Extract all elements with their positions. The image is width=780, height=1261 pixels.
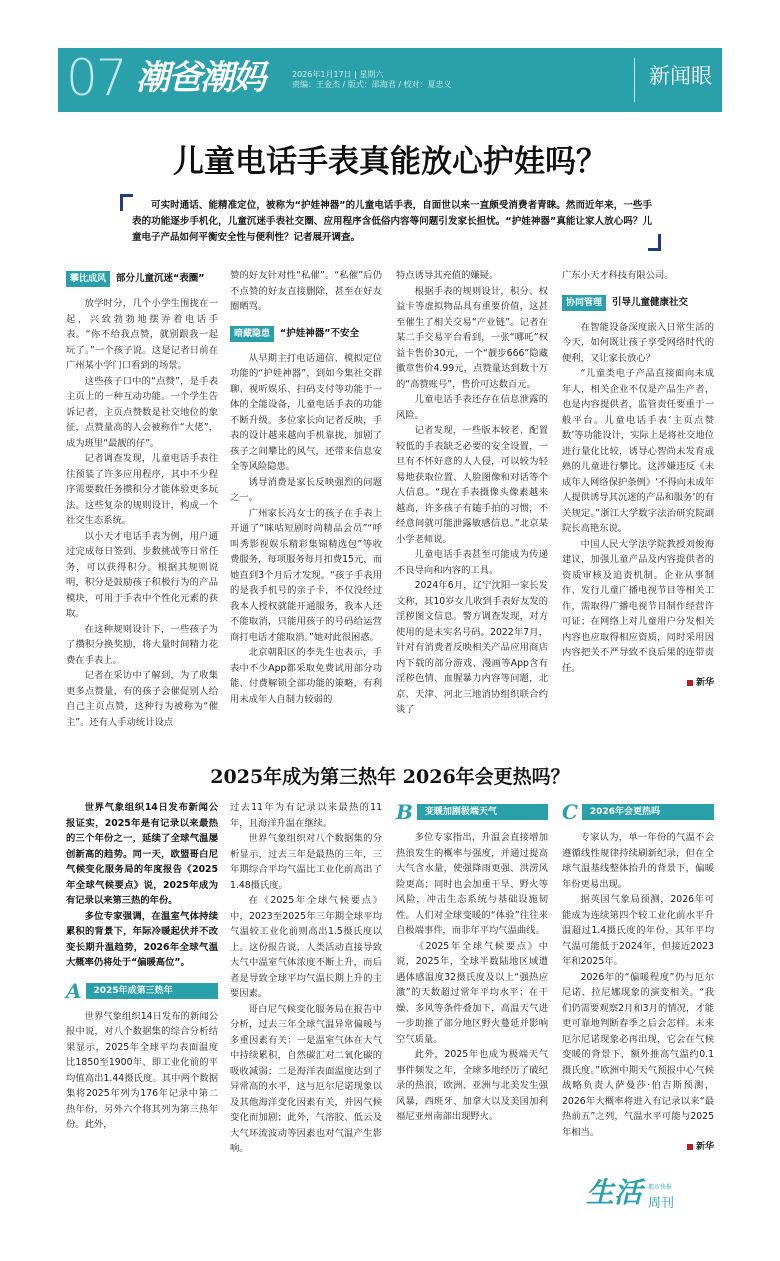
paragraph: 从早期主打电话通信、模拟定位功能的“护娃神器”，到如今集社交群聊、视听娱乐、扫码支付等功能于一体的全能设备，儿童电话手表的功能不断升级。多位家长向记者反映，手表的设计越来越向手机靠拢，加剧了孩子之间攀比的风气，还带来信息安全等风险隐患。 xyxy=(230,352,382,472)
source-square-icon xyxy=(687,1144,693,1150)
paragraph: 世界气象组织对八个数据集的分析显示，过去三年是最热的三年，三年期综合平均气温比工业化前高出了1.48摄氏度。 xyxy=(230,833,382,891)
article2-column-3 xyxy=(396,800,548,1125)
header-divider xyxy=(634,58,635,102)
paragraph: 2026年的“偏暖程度”仍与厄尔尼诺、拉尼娜现象的演变相关。“我们仍需要观察2月和3月的情况，才能更可靠地判断春季之后会怎样。未来厄尔尼诺现象必再出现，它会在气候变暖的背景下，额外推高气温约0.1摄氏度。”欧洲中期天气预报中心气候战略负责人萨曼莎·伯吉斯预测，2026年大概率将进入有记录以来“最热前五”之列，气温水平可能与2025年相当。 xyxy=(562,971,714,1138)
section-letter: B xyxy=(396,800,413,824)
section-header-a xyxy=(66,978,218,1003)
section-kicker: 攀比成风 xyxy=(66,271,110,287)
newspaper-page xyxy=(58,48,722,1218)
article2-column-2 xyxy=(230,800,382,1157)
section-title: 变暖加剧极端天气 xyxy=(417,804,548,820)
section-header-c xyxy=(562,802,714,822)
source-label: 新华 xyxy=(695,1142,714,1152)
article1-column-2 xyxy=(230,268,382,707)
article2-column-4 xyxy=(562,800,714,1156)
paragraph: 专家认为，单一年份的气温不会遵循线性规律持续刷新纪录，但在全球气温基线整体抬升的背景下，偏暖年份更易出现。 xyxy=(562,832,714,890)
paragraph: 在《2025年全球气候要点》中，2023至2025年三年期全球平均气温较工业化前则高出1.5摄氏度以上。这份报告说，人类活动直接导致大气中温室气体浓度不断上升，而后者是导致全球平均气温长期上升的主要因素。 xyxy=(230,895,382,999)
column-logo: 潮爸潮妈 xyxy=(136,58,264,98)
section-tag xyxy=(562,294,714,312)
section-tag xyxy=(230,325,382,343)
paragraph: 此外，2025年也成为极端天气事件频发之年，全球多地经历了破纪录的热浪，欧洲、亚洲与北美发生强风暴，西班牙、加拿大以及美国加利福尼亚州南部出现野火。 xyxy=(396,1049,548,1122)
article1-column-4 xyxy=(562,268,714,692)
paragraph: 中国人民大学法学院教授刘俊海建议，加强儿童产品及内容提供者的资质审核及追责机制。企业从事制作、发行儿童广播电视节目等相关工作，需取得广播电视节目制作经营许可证；在网络上对儿童用户分发相关内容也应取得相应资质，同时采用因内容把关不严导致不良后果的连带责任。 xyxy=(562,538,714,674)
article1-lead: 可实时通话、能精准定位，被称为“护娃神器”的儿童电话手表，自面世以来一直颇受消费者青睐。然而近年来，一些手表的功能逐步手机化，儿童沉迷手表社交圈、应用程序含低俗内容等问题引发家长担忧。“护娃神器”真能让家人放心吗？儿童电子产品如何平衡安全性与便利性？记者展开调查。 xyxy=(132,200,652,243)
article-source xyxy=(562,676,714,692)
paragraph: 在智能设备深度嵌入日常生活的今天，如何既让孩子享受网络时代的便利，又让家长放心？ xyxy=(562,321,714,364)
section-kicker: 暗藏隐患 xyxy=(230,326,274,342)
article1-column-1 xyxy=(66,266,218,730)
article2-title: 2025年成为第三热年 2026年会更热吗？ xyxy=(210,766,570,788)
intro-paragraph: 多位专家强调，在温室气体持续累积的背景下，年际冷暖起伏并不改变长期升温趋势，2026年全球气温大概率仍将处于“偏暖高位”。 xyxy=(66,910,218,968)
section-name: 新闻眼 xyxy=(649,64,712,88)
paragraph: 北京朝阳区的李先生也表示，手表中不少App都采取免费试用部分功能、付费解锁全部功能的策略，有利用未成年人自制力较弱的 xyxy=(230,647,382,705)
paragraph: 2024年6月，辽宁沈阳一家长发文称，其10岁女儿收到手表好友发的淫秽图文信息。警方调查发现，对方使用的是未实名号码。2022年7月，针对有消费者反映相关产品应用商店内下载的部分游戏、漫画等App含有淫秽色情、血腥暴力内容等问题，北京、天津、河北三地消协组织联合约谈了 xyxy=(396,580,548,715)
paragraph: 在这种规则设计下，一些孩子为了攒积分换奖励，将大量时间精力花费在手表上。 xyxy=(66,623,218,666)
paragraph: “儿童类电子产品直接面向未成年人，相关企业不仅是产品生产者，也是内容提供者，监管责任要重于一般平台。儿童电话手表‘主页点赞数’等功能设计，实际上是将社交地位进行量化比较，诱导心智尚未发育成熟的儿童进行攀比。这涉嫌违反《未成年人网络保护条例》‘不得向未成年人提供诱导其沉迷的产品和服务’的有关规定。”浙江大学数字法治研究院副院长高艳东说。 xyxy=(562,368,714,534)
article2-column-1 xyxy=(66,800,218,1133)
section-letter: C xyxy=(562,800,578,824)
paragraph: 哥白尼气候变化服务局在报告中分析，过去三年全球气温异常偏暖与多重因素有关：一是温室气体在大气中持续累积，自然碳汇对二氧化碳的吸收减弱；二是海洋表面温度达到了异常高的水平，这与厄尔尼诺现象以及其他海洋变化因素有关，并因气候变化而加剧；此外，气溶胶、低云及大气环流波动等因素也对气温产生影响。 xyxy=(230,1003,382,1154)
header-meta xyxy=(292,70,452,90)
paragraph: 过去11年为有记录以来最热的11年，且海洋升温在继续。 xyxy=(230,802,382,829)
paragraph: 特点诱导其充值的嫌疑。 xyxy=(396,270,499,281)
section-title: 2026年会更热吗 xyxy=(582,804,714,820)
article-source xyxy=(562,1140,714,1156)
paragraph: 据英国气象局预测，2026年可能成为连续第四个较工业化前水平升温超过1.4摄氏度的年份，其年平均气温可能低于2024年，但接近2023年和2025年。 xyxy=(562,894,714,967)
section-tag xyxy=(66,270,218,288)
section-title: 部分儿童沉迷“表圈” xyxy=(116,273,205,285)
paragraph: 根据手表的规则设计，积分、权益卡等虚拟物品具有重要价值，这甚至催生了相关交易“产业链”。记者在某二手交易平台看到，一张“哪吒”权益卡售价30元，一个“靓步666”隐藏徽章售价4.99元，点赞量达到数十万的“高赞账号”，售价可达数百元。 xyxy=(396,285,548,390)
article1-column-3 xyxy=(396,268,548,718)
paragraph: 记者发现，一些版本较老、配置较低的手表缺乏必要的安全设置，一旦有不怀好意的人人侵，可以较为轻易地获取位置、人脸图像和对话等个人信息。“现在手表摄像头像素越来越高，许多孩子有随手拍的习惯，不经意间就可能泄露敏感信息。”北京某小学老师说。 xyxy=(396,425,548,545)
footer-sub-text: 周刊 xyxy=(648,1196,675,1211)
staff-line: 责编：王金杰 / 版式：邵海君 / 校对：夏忠义 xyxy=(292,80,452,89)
paragraph: 《2025年全球气候要点》中说，2025年，全球半数陆地区域遭遇体感温度32摄氏度及以上“强热应激”的天数超过常年平均水平；在干燥、多风等条件叠加下，高温天气进一步助推了部分地区野火蔓延并影响空气质量。 xyxy=(396,940,548,1045)
paragraph: 多位专家指出，升温会直接增加热浪发生的概率与强度，并通过提高大气含水量，使强降雨更强、洪涝风险更高；同时也会加重干旱、野火等风险，冲击生态系统与基础设施韧性。人们对全球变暖的“体验”往往来自极端事件，而非年平均气温曲线。 xyxy=(396,832,548,936)
date-line: 2026年1月17日 | 星期六 xyxy=(292,70,384,79)
article1-title: 儿童电话手表真能放心护娃吗？ xyxy=(173,144,607,180)
section-title: “护娃神器”不安全 xyxy=(280,327,360,339)
paragraph: 放学时分，几个小学生围拢在一起，兴致勃勃地摆弄着电话手表。“你不给我点赞，就别跟我一起玩了。”一个孩子说。这是记者日前在广州某小学门口看到的场景。 xyxy=(66,298,218,371)
paragraph: 赞的好友针对性“私催”。“私催”后仍不点赞的好友直接删除，甚至在好友圈晒骂。 xyxy=(230,270,382,312)
section-kicker: 协同管理 xyxy=(562,295,606,311)
paragraph: 这些孩子口中的“点赞”，是手表主页上的一种互动功能。一个学生告诉记者，主页点赞数是社交地位的象征，点赞量高的人会被称作“大佬”，成为班里“最靓的仔”。 xyxy=(66,375,218,449)
paragraph: 儿童电话手表甚至可能成为传递不良导向和内容的工具。 xyxy=(396,549,548,576)
footer-logo-text: 生活 xyxy=(586,1176,643,1209)
paragraph: 世界气象组织14日发布的新闻公报中说，对八个数据集的综合分析结果显示，2025年全球平均表面温度比1850至1900年、即工业化前的平均值高出1.44摄氏度。其中两个数据集将2025年列为176年记录中第二热年份，另外六个将其列为第三热年份。此外， xyxy=(66,1010,218,1130)
source-label: 新华 xyxy=(695,678,714,688)
paragraph: 广州家长冯女士的孩子在手表上开通了“咪咕短剧时尚精品会员”“呼叫秀影视娱乐精彩集锦精选包”等收费服务，每项服务每月扣费15元，而她直到3个月后才发现。“孩子手表用的是我手机号的亲子卡，不仅没经过我本人授权就能开通服务，我本人还不能取消，只能用孩子的号码给运营商打电话才能取消。”她对此很困惑。 xyxy=(230,507,382,643)
section-letter: A xyxy=(66,978,82,1003)
section-title: 2025年成第三热年 xyxy=(86,983,218,999)
footer-tiny-text: 都市快报 xyxy=(648,1184,673,1191)
page-number: 07 xyxy=(66,49,126,107)
paragraph: 以小天才电话手表为例，用户通过完成每日签到、步数挑战等日常任务，可以获得积分。根据其规则说明，积分是鼓励孩子积极行为的产品模块，可用于手表中个性化元素的获取。 xyxy=(66,530,218,619)
section-header-b xyxy=(396,802,548,822)
section-title: 引导儿童健康社交 xyxy=(612,296,689,308)
page-header xyxy=(58,48,722,112)
paragraph: 记者在采访中了解到，为了收集更多点赞量，有的孩子会催促别人给自己主页点赞，这种行为被称为“催主”。还有人手动统计设点 xyxy=(66,670,218,728)
paragraph: 儿童电话手表还存在信息泄露的风险。 xyxy=(396,394,548,421)
lead-bracket-right-icon xyxy=(648,234,661,251)
paragraph: 诱导消费是家长反映强烈的问题之一。 xyxy=(230,476,382,503)
footer-logo xyxy=(586,1176,716,1212)
paragraph: 广东小天才科技有限公司。 xyxy=(562,270,674,281)
source-square-icon xyxy=(687,680,693,686)
paragraph: 记者调查发现，儿童电话手表往往预装了许多应用程序，其中不少程序需要数任务攒积分才能体验更多玩法。这些复杂的规则设计，构成一个社交生态系统。 xyxy=(66,453,218,526)
intro-paragraph: 世界气象组织14日发布新闻公报证实，2025年是有记录以来最热的三个年份之一，延续了全球气温屡创新高的趋势。同一天，欧盟哥白尼气候变化服务局的年度报告《2025年全球气候要点》说，2025年成为有记录以来第三热的年份。 xyxy=(66,802,218,906)
